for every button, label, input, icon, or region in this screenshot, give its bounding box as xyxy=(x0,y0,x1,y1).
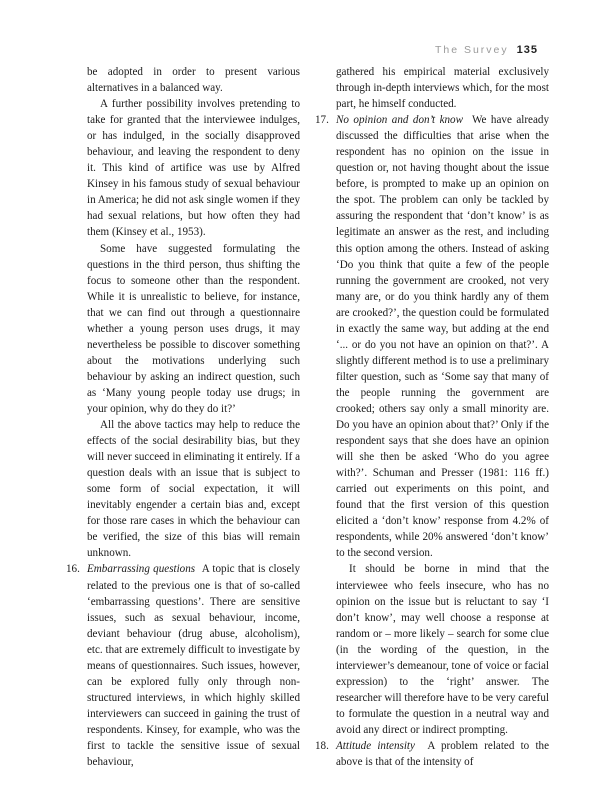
list-item-title: No opinion and don’t know xyxy=(336,114,463,127)
list-item-title: Embarrassing questions xyxy=(87,563,196,576)
running-header xyxy=(66,40,538,58)
paragraph: gathered his empirical material exclusively through in-depth interviews which, for the most part, he himself conducted. xyxy=(336,66,549,111)
paragraph: It should be borne in mind that the interviewee who feels insecure, who has no opinion on the issue but is reluctant to say ‘I don’t know’, may well choose a response at random or – more likely – search for some clue (in the wording of the question, in the interviewer’s demeanour, tone of voice or facial expression) to the ‘right’ answer. The researcher will therefore have to be very careful to formulate the question in a neutral way and avoid any direct or indirect prompting. xyxy=(336,563,549,736)
list-item-number: 17. xyxy=(315,114,329,127)
running-header-title: The Survey xyxy=(434,44,509,56)
list-item-17 xyxy=(315,112,549,561)
list-item-number: 16. xyxy=(66,563,80,576)
list-item-number: 18. xyxy=(315,739,329,752)
paragraph: Some have suggested formulating the questions in the third person, thus shifting the focus to someone other than the respondent. While it is unrealistic to believe, for instance, that we can find out through a questionnaire whether a young person uses drugs, it may nevertheless be possible to discover something about the motivations underlying such behaviour by asking an indirect question, such as ‘Many young people today use drugs; in your opinion, why do they do it?’ xyxy=(87,242,300,415)
page-number: 135 xyxy=(516,44,538,56)
right-column xyxy=(315,64,550,770)
paragraph: A further possibility involves pretending to take for granted that the interviewee indulges, or has indulged, in the socially disapproved behaviour, and leaving the respondent to deny it. This kind of artifice was use by Alfred Kinsey in his famous study of sexual behaviour in America; he did not ask single women if they had sexual relations, but how often they had them (Kinsey et al., 1953). xyxy=(87,98,300,239)
list-item-text xyxy=(336,112,549,561)
left-column xyxy=(66,64,300,770)
list-item-body: A topic that is closely related to the previous one is that of so-called ‘embarrassing questions’. There are sensitive issues, such as sexual behaviour, income, deviant behaviour (drug abuse, alcoholism), etc. that are extremely difficult to investigate by means of questionnaires. Such issues, however, can be explored fully only through non-structured interviews, in which highly skilled interviewers can succeed in gaining the trust of respondents. Kinsey, for example, who was the first to tackle the sensitive issue of sexual behaviour, xyxy=(87,563,300,769)
list-item-text xyxy=(336,738,549,770)
list-item-16 xyxy=(66,561,300,770)
list-item-18 xyxy=(315,738,550,770)
paragraph: All the above tactics may help to reduce the effects of the social desirability bias, but they will never succeed in eliminating it entirely. If a question deals with an issue that is subject to some form of social expectation, it will inevitably engender a certain bias and, except for those rare cases in which the behaviour can be verified, the size of this bias will remain unknown. xyxy=(87,419,300,560)
list-item-body: We have already discussed the difficulties that arise when the respondent has no opinion on the issue in question or, not having thought about the issue before, is prompted to make up an opinion on the spot. The problem can only be tackled by assuring the respondent that ‘don’t know’ is as legitimate an answer as the rest, and including this option among the others. Instead of asking ‘Do you think that quite a few of the people running the government are crooked, not very many are, or do you think hardly any of them are crooked?’, the question could be formulated in exactly the same way, but adding at the end ‘... or do you not have an opinion on that?’. A slightly different method is to use a preliminary filter question, such as ‘Some say that many of the people running the government are crooked; others say only a small minority are. Do you have an opinion about that?’ Only if the respondent says that she does have an opinion will she then be asked ‘Who do you agree with?’. Schuman and Presser (1981: 116 ff.) carried out experiments on this point, and found that the first version of this question elicited a ‘don’t know’ response from 4.2% of respondents, while 20% answered ‘don’t know’ to the second version. xyxy=(336,114,549,560)
list-item-body: A problem related to the above is that of the intensity of xyxy=(336,739,550,769)
list-item-text xyxy=(87,561,300,770)
list-item-title: Attitude intensity xyxy=(336,739,415,752)
paragraph: be adopted in order to present various alternatives in a balanced way. xyxy=(87,66,300,95)
